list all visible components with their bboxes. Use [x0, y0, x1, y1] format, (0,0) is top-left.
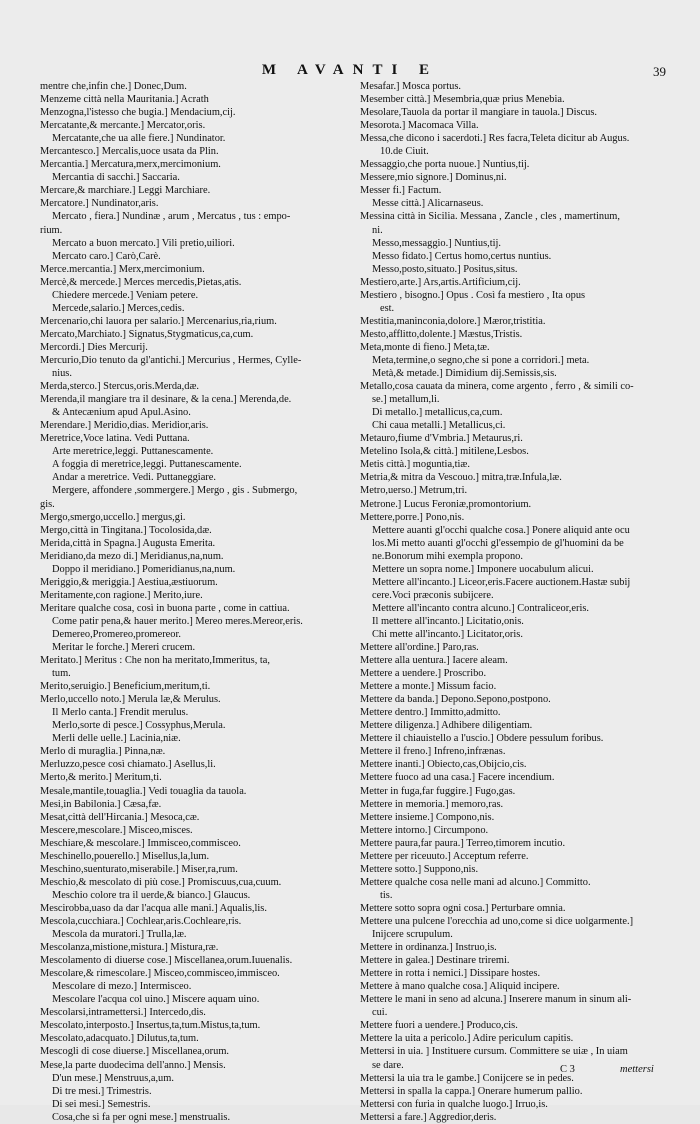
dictionary-entry-line: Arte meretrice,leggi. Puttanescamente. [52, 446, 214, 458]
dictionary-entry-line: Mescolare di mezo.] Intermisceo. [52, 981, 192, 993]
dictionary-entry-line: cui. [372, 1007, 388, 1019]
dictionary-entry-line: Chi mette all'incanto.] Licitator,oris. [372, 628, 523, 640]
dictionary-entry-line: Meschiare,& mescolare.] Immisceo,commisceo. [40, 837, 241, 849]
dictionary-entry-line: Mesat,città dell'Hircania.] Mesoca,cæ. [40, 811, 200, 823]
dictionary-entry-line: Mercenario,chi lauora per salario.] Mercenarius,ria,rium. [40, 315, 277, 327]
dictionary-entry-line: Mettere la uita a pericolo.] Adire periculum capitis. [360, 1033, 574, 1045]
dictionary-entry-line: Meritamente,con ragione.] Merito,iure. [40, 589, 203, 601]
dictionary-entry-line: Merendare.] Meridio,dias. Meridior,aris. [40, 420, 209, 432]
dictionary-entry-line: Mescogli di cose diuerse.] Miscellanea,orum. [40, 1046, 229, 1058]
dictionary-entry-line: Mescolato,adacquato.] Dilutus,ta,tum. [40, 1033, 199, 1045]
dictionary-entry-line: nius. [52, 368, 72, 380]
dictionary-entry-line: Chi caua metalli.] Metallicus,ci. [372, 420, 506, 432]
dictionary-entry-line: Messo,messaggio.] Nuntius,tij. [372, 237, 502, 249]
dictionary-entry-line: Meta,monte di fieno.] Meta,tæ. [360, 341, 490, 353]
dictionary-entry-line: Meschio colore tra il uerde,& bianco.] Glaucus. [52, 889, 251, 901]
page-number: 39 [653, 64, 666, 79]
dictionary-entry-line: Mesafar.] Mosca portus. [360, 81, 461, 92]
dictionary-entry-line: Mettere in memoria.] memoro,ras. [360, 798, 504, 810]
dictionary-entry-line: D'un mese.] Menstruus,a,um. [52, 1072, 174, 1084]
dictionary-entry-line: Mettere,porre.] Pono,nis. [360, 511, 465, 523]
dictionary-entry-line: Mettere sotto.] Suppono,nis. [360, 863, 479, 875]
dictionary-entry-line: Messere,mio signore.] Dominus,ni. [360, 172, 507, 184]
dictionary-entry-line: Mescolato,interposto.] Insertus,ta,tum.Mistus,ta,tum. [40, 1020, 261, 1032]
dictionary-entry-line: Mescolarsi,intramettersi.] Intercedo,dis. [40, 1007, 206, 1019]
dictionary-entry-line: Mettere à mano qualche cosa.] Aliquid incipere. [360, 981, 560, 993]
dictionary-entry-line: 10.de Ciuit. [380, 146, 429, 158]
dictionary-entry-line: Demereo,Promereo,promereor. [52, 628, 181, 640]
dictionary-entry-line: Mercato caro.] Carò,Carè. [52, 250, 161, 262]
dictionary-entry-line: Merida,città in Spagna.] Augusta Emerita. [40, 537, 216, 549]
dictionary-entry-line: Andar a meretrice. Vedi. Puttaneggiare. [52, 472, 216, 484]
dictionary-entry-line: Mestitia,maninconia,dolore.] Mæror,tristitia. [360, 315, 546, 327]
dictionary-entry-line: Metrone.] Lucus Feroniæ,promontorium. [360, 498, 532, 510]
dictionary-entry-line: los.Mi metto auanti gl'occhi gl'essempio de gl'huomini da be [372, 537, 624, 549]
dictionary-entry-line: Di tre mesi.] Trimestris. [52, 1085, 152, 1097]
dictionary-entry-line: Mettersi in spalla la cappa.] Onerare humerum pallio. [360, 1085, 583, 1097]
dictionary-entry-line: Mettere un sopra nome.] Imponere uocabulum alicui. [372, 563, 594, 575]
dictionary-entry-line: Mettere a monte.] Missum facio. [360, 681, 497, 693]
dictionary-entry-line: Metauro,fiume d'Vmbria.] Metaurus,ri. [360, 433, 523, 445]
dictionary-entry-line: Mergo,smergo,uccello.] mergus,gi. [40, 511, 186, 523]
dictionary-entry-line: Inijcere scrupulum. [372, 929, 453, 941]
dictionary-entry-line: Meta,termine,o segno,che si pone a corridori.] meta. [372, 354, 590, 366]
dictionary-entry-line: Mergo,città in Tingitana.] Tocolosida,dæ. [40, 524, 212, 536]
dictionary-entry-line: Di sei mesi.] Semestris. [52, 1098, 151, 1110]
dictionary-entry-line: Meretrice,Voce latina. Vedi Puttana. [40, 433, 190, 445]
dictionary-entry-line: Meritare qualche cosa, così in buona parte , come in cattiua. [40, 602, 290, 614]
dictionary-entry-line: Meschio,& mescolato di più cose.] Promiscuus,cua,cuum. [40, 876, 282, 888]
dictionary-entry-line: rium. [40, 224, 63, 236]
dictionary-entry-line: Metter in fuga,far fuggire.] Fugo,gas. [360, 785, 516, 797]
dictionary-entry-line: Mettersi con furia in qualche luogo.] Irruo,is. [360, 1098, 548, 1110]
dictionary-entry-line: Mese,la parte duodecima dell'anno.] Mensis. [40, 1059, 226, 1071]
dictionary-entry-line: Merce.mercantia.] Merx,mercimonium. [40, 263, 205, 275]
dictionary-entry-line: Meritar le forche.] Mereri crucem. [52, 642, 196, 654]
dictionary-entry-line: & Antecænium apud Apul.Asino. [52, 407, 191, 419]
dictionary-entry-line: Metelino Isola,& città.] mitilene,Lesbos. [360, 446, 529, 458]
dictionary-entry-line: Merlo,sorte di pesce.] Cossyphus,Merula. [52, 720, 226, 732]
dictionary-entry-line: Merlo di muraglia.] Pinna,næ. [40, 746, 166, 758]
dictionary-entry-line: Merito,seruigio.] Beneficium,meritum,ti. [40, 681, 211, 693]
dictionary-entry-line: Mercordi.] Dies Mercurij. [40, 341, 148, 353]
dictionary-entry-line: Mesorota.] Macomaca Villa. [360, 120, 479, 132]
dictionary-entry-line: Mettere il freno.] Infreno,infrænas. [360, 746, 506, 758]
dictionary-entry-line: Mercè,& mercede.] Merces mercedis,Pietas,atis. [40, 276, 242, 288]
dictionary-entry-line: Mettersi la uia tra le gambe.] Conijcere se in pedes. [360, 1072, 574, 1084]
dictionary-entry-line: Mercurio,Dio tenuto da gl'antichi.] Mercurius , Hermes, Cylle- [40, 354, 302, 366]
dictionary-entry-line: Mettere in rotta i nemici.] Dissipare hostes. [360, 968, 541, 980]
dictionary-entry-line: Mettere auanti gl'occhi qualche cosa.] Ponere aliquid ante ocu [372, 524, 630, 536]
dictionary-entry-line: Menzogna,l'istesso che bugia.] Mendacium,cij. [40, 107, 236, 119]
dictionary-entry-line: Mercato , fiera.] Nundinæ , arum , Mercatus , tus : empo- [52, 211, 291, 223]
dictionary-entry-line: Merto,& merito.] Meritum,ti. [40, 772, 162, 784]
dictionary-entry-line: Mergere, affondere ,sommergere.] Mergo , gis . Submergo, [52, 485, 298, 497]
dictionary-entry-line: Messe città.] Alicarnaseus. [372, 198, 484, 210]
dictionary-entry-line: mentre che,infin che.] Donec,Dum. [40, 81, 187, 92]
dictionary-entry-line: Mettere fuori a uendere.] Produco,cis. [360, 1020, 518, 1032]
dictionary-entry-line: est. [380, 302, 395, 314]
dictionary-entry-line: Mettere a uendere.] Proscribo. [360, 668, 487, 680]
dictionary-entry-line: Meridiano,da mezo di.] Meridianus,na,num. [40, 550, 224, 562]
left-column [40, 80, 346, 1124]
dictionary-entry-line: Mescola,cucchiara.] Cochlear,aris.Cochleare,ris. [40, 916, 242, 927]
dictionary-entry-line: Merenda,il mangiare tra il desinare, & la cena.] Merenda,de. [40, 394, 292, 406]
dictionary-entry-line: Mettere in ordinanza.] Instruo,is. [360, 942, 497, 954]
catchword: mettersi [620, 1064, 654, 1075]
dictionary-entry-line: Chiedere mercede.] Veniam petere. [52, 289, 199, 301]
dictionary-entry-line: Mettere intorno.] Circumpono. [360, 824, 489, 836]
dictionary-entry-line: Mestiero,arte.] Ars,artis.Artificium,cij. [360, 276, 521, 288]
dictionary-entry-line: Mettersi a fare.] Aggredior,deris. [360, 1111, 497, 1123]
dictionary-entry-line: Il Merlo canta.] Frendit merulus. [52, 707, 189, 719]
dictionary-entry-line: Mercatante,che ua alle fiere.] Nundinator. [52, 133, 226, 145]
dictionary-entry-line: Mesember città.] Mesembria,quæ prius Menebia. [360, 94, 565, 106]
dictionary-entry-line: Merli delle uelle.] Lacinia,niæ. [52, 733, 181, 745]
dictionary-entry-line: Metà,& metade.] Dimidium dij.Semissis,sis. [372, 368, 557, 380]
dictionary-entry-line: Menzeme città nella Mauritania.] Acrath [40, 94, 209, 106]
dictionary-entry-line: Mercantesco.] Mercalis,uoce usata da Plin. [40, 146, 219, 158]
dictionary-entry-line: Mercantia.] Mercatura,merx,mercimonium. [40, 159, 221, 171]
dictionary-entry-line: Mettere in galea.] Destinare triremi. [360, 955, 510, 967]
dictionary-entry-line: Mettere insieme.] Compono,nis. [360, 811, 495, 823]
dictionary-entry-line: Mercato a buon mercato.] Vili pretio,uiliori. [52, 237, 235, 249]
dictionary-entry-line: Mescolare l'acqua col uino.] Miscere aquam uino. [52, 994, 260, 1006]
dictionary-entry-line: Meschino,suenturato,miserabile.] Miser,ra,rum. [40, 863, 238, 875]
dictionary-entry-line: Mettere il chiauistello a l'uscio.] Obdere pessulum foribus. [360, 733, 604, 745]
dictionary-entry-line: ne.Bonorum mihi exempla propono. [372, 550, 523, 562]
dictionary-entry-line: Mettere per riceuuto.] Acceptum referre. [360, 850, 529, 862]
dictionary-entry-line: Mescolamento di diuerse cose.] Miscellanea,orum.Iuuenalis. [40, 955, 293, 967]
dictionary-entry-line: Mettere all'ordine.] Paro,ras. [360, 642, 479, 654]
dictionary-entry-line: Mesolare,Tauola da portar il mangiare in tauola.] Discus. [360, 107, 598, 119]
dictionary-entry-line: Mescere,mescolare.] Misceo,misces. [40, 824, 193, 836]
dictionary-entry-line: Messaggio,che porta nuoue.] Nuntius,tij. [360, 159, 530, 171]
dictionary-entry-line: Merda,sterco.] Stercus,oris.Merda,dæ. [40, 381, 199, 393]
page-header [0, 62, 700, 82]
dictionary-entry-line: Mettere le mani in seno ad alcuna.] Inserere manum in sinum ali- [360, 994, 632, 1006]
dictionary-entry-line: Messer fi.] Factum. [360, 185, 442, 197]
dictionary-entry-line: Mettere alla uentura.] Iacere aleam. [360, 655, 508, 667]
dictionary-entry-line: Metria,& mitra da Vescouo.] mitra,træ.Infula,læ. [360, 472, 562, 484]
running-title: M AVANTI E [261, 62, 439, 78]
dictionary-entry-line: Mettere inanti.] Obiecto,cas,Obijcio,cis. [360, 759, 527, 771]
dictionary-entry-line: Mescolanza,mistione,mistura.] Mistura,ræ. [40, 942, 219, 954]
dictionary-entry-line: se dare. [372, 1059, 404, 1071]
dictionary-entry-line: Meschinello,pouerello.] Misellus,la,lum. [40, 850, 210, 862]
dictionary-entry-line: Messina città in Sicilia. Messana , Zancle , cles , mamertinum, [360, 211, 620, 223]
dictionary-entry-line: Meritato.] Meritus : Che non ha meritato,Immeritus, ta, [40, 655, 270, 667]
dictionary-entry-line: Mesto,afflitto,dolente.] Mæstus,Tristis. [360, 328, 523, 340]
dictionary-entry-line: Mettere dentro.] Immitto,admitto. [360, 707, 501, 719]
dictionary-entry-line: Messo,posto,situato.] Positus,situs. [372, 263, 518, 275]
dictionary-entry-line: Mercantia di sacchi.] Saccaria. [52, 172, 180, 184]
dictionary-entry-line: Mettere all'incanto.] Liceor,eris.Facere auctionem.Hastæ subij [372, 576, 631, 588]
dictionary-entry-line: Mettere da banda.] Depono.Sepono,postpono. [360, 694, 551, 706]
dictionary-entry-line: cere.Voci præconis subijcere. [372, 589, 494, 601]
dictionary-entry-line: Di metallo.] metallicus,ca,cum. [372, 407, 503, 419]
dictionary-entry-line: Mettere sotto sopra ogni cosa.] Perturbare omnia. [360, 902, 566, 914]
dictionary-entry-line: Mesale,mantile,touaglia.] Vedi touaglia da tauola. [40, 785, 247, 797]
dictionary-entry-line: Mercato,Marchiato.] Signatus,Stygmaticus,ca,cum. [40, 328, 254, 340]
dictionary-entry-line: Mettere all'incanto contra alcuno.] Contraliceor,eris. [372, 602, 589, 614]
dictionary-entry-line: Mercare,& marchiare.] Leggi Marchiare. [40, 185, 211, 197]
dictionary-entry-line: Metis città.] moguntia,tiæ. [360, 459, 470, 471]
dictionary-entry-line: Mettere qualche cosa nelle mani ad alcuno.] Committo. [360, 876, 591, 888]
dictionary-entry-line: Meriggio,& meriggia.] Aestiua,æstiuorum. [40, 576, 218, 588]
page-footer [0, 1064, 700, 1080]
dictionary-entry-line: Merluzzo,pesce così chiamato.] Asellus,li. [40, 759, 216, 771]
signature-mark: C 3 [560, 1064, 575, 1075]
dictionary-entry-line: Mescola da muratori.] Trulla,læ. [52, 929, 187, 941]
dictionary-entry-line: Mestiero , bisogno.] Opus . Così fa mestiero , Ita opus [360, 289, 586, 301]
dictionary-entry-line: Metro,uerso.] Metrum,tri. [360, 485, 468, 497]
dictionary-entry-line: Merlo,uccello noto.] Merula læ,& Merulus. [40, 694, 221, 706]
dictionary-entry-line: Messa,che dicono i sacerdoti.] Res facra,Teleta dicitur ab Augus. [360, 133, 630, 145]
dictionary-entry-line: Come patir pena,& hauer merito.] Mereo meres.Mereor,eris. [52, 615, 303, 627]
dictionary-entry-line: Mercatante,& mercante.] Mercator,oris. [40, 120, 206, 132]
dictionary-entry-line: Mesi,in Babilonia.] Cæsa,fæ. [40, 798, 162, 810]
dictionary-entry-line: se.] metallum,li. [372, 394, 440, 406]
dictionary-entry-line: Mettere fuoco ad una casa.] Facere incendium. [360, 772, 555, 784]
dictionary-entry-line: Cosa,che si fa per ogni mese.] menstrualis. [52, 1111, 231, 1123]
dictionary-entry-line: ni. [372, 224, 383, 236]
dictionary-entry-line: Mettere una pulcene l'orecchia ad uno,come si dice uolgarmente.] [360, 916, 634, 927]
dictionary-entry-line: Mercede,salario.] Merces,cedis. [52, 302, 185, 314]
dictionary-entry-line: tis. [380, 889, 393, 901]
dictionary-entry-line: Mescirobba,uaso da dar l'acqua alle mani.] Aqualis,lis. [40, 902, 267, 914]
dictionary-entry-line: Doppo il meridiano.] Pomeridianus,na,num. [52, 563, 236, 575]
dictionary-entry-line: Mettere diligenza.] Adhibere diligentiam. [360, 720, 533, 732]
right-column [360, 80, 682, 1124]
dictionary-entry-line: gis. [40, 498, 55, 510]
dictionary-entry-line: Il mettere all'incanto.] Licitatio,onis. [372, 615, 524, 627]
dictionary-entry-line: Mescolare,& rimescolare.] Misceo,commisceo,immisceo. [40, 968, 280, 980]
dictionary-entry-line: Messo fidato.] Certus homo,certus nuntius. [372, 250, 552, 262]
dictionary-entry-line: Metallo,cosa cauata da minera, come argento , ferro , & simili co- [360, 381, 634, 393]
dictionary-entry-line: Mercatore.] Nundinator,aris. [40, 198, 159, 210]
dictionary-entry-line: Mettere paura,far paura.] Terreo,timorem incutio. [360, 837, 566, 849]
dictionary-entry-line: A foggia di meretrice,leggi. Puttanescamente. [52, 459, 242, 471]
dictionary-entry-line: tum. [52, 668, 71, 680]
dictionary-entry-line: Mettersi in uia. ] Instituere cursum. Committere se uiæ , In uiam [360, 1046, 628, 1058]
